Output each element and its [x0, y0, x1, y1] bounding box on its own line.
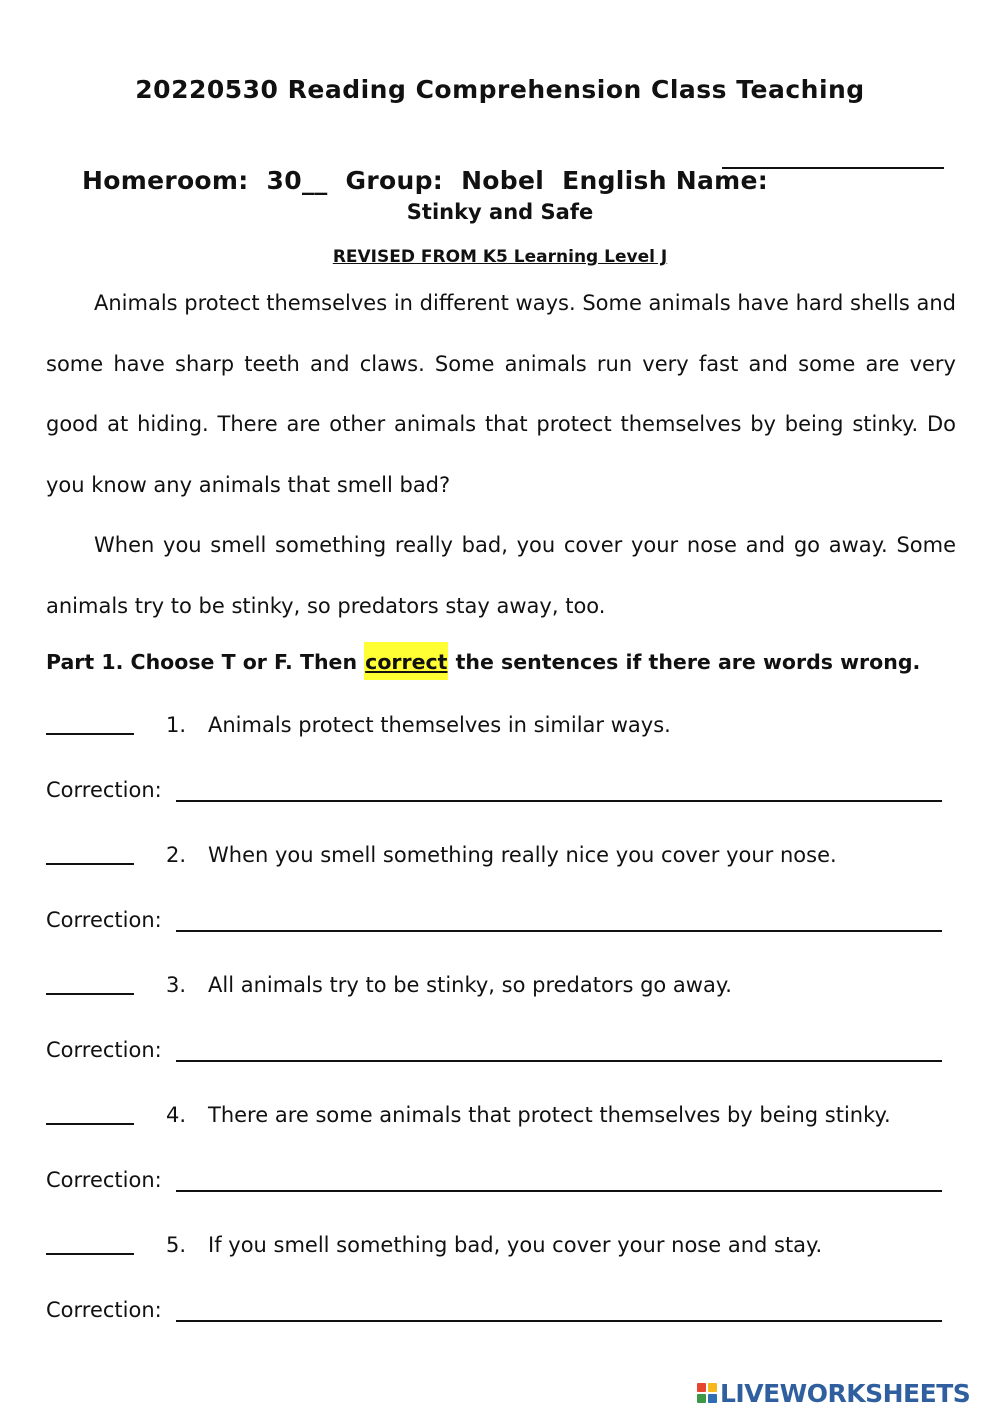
correction-row: [46, 1038, 946, 1070]
correction-answer-line[interactable]: [176, 800, 942, 802]
tf-answer-blank[interactable]: [46, 733, 134, 735]
question-number: 1.: [166, 713, 187, 737]
part1-heading-start: Part 1. Choose T or F. Then: [46, 650, 365, 674]
correction-row: [46, 1298, 946, 1330]
question-row: [46, 1233, 946, 1265]
liveworksheets-logo-icon: [697, 1383, 717, 1403]
tf-answer-blank[interactable]: [46, 1253, 134, 1255]
tf-answer-blank[interactable]: [46, 1123, 134, 1125]
question-row: [46, 713, 946, 745]
story-paragraph-2: [46, 515, 956, 636]
question-text: Animals protect themselves in similar ways.: [208, 713, 671, 737]
correction-row: [46, 1168, 946, 1200]
question-number: 5.: [166, 1233, 187, 1257]
question-text: When you smell something really nice you cover your nose.: [208, 843, 837, 867]
question-number: 4.: [166, 1103, 187, 1127]
paragraph-1-text: Animals protect themselves in different ways. Some animals have hard shells and some have sharp teeth and claws. Some animals run very fast and some are very good at hiding. There are other animals that protect themselves by being stinky. Do you know any animals that smell bad?: [46, 291, 956, 497]
correction-answer-line[interactable]: [176, 930, 942, 932]
english-name-blank[interactable]: [722, 137, 944, 169]
watermark-text: LIVEWORKSHEETS: [720, 1378, 971, 1408]
tf-answer-blank[interactable]: [46, 993, 134, 995]
question-text: There are some animals that protect themselves by being stinky.: [208, 1103, 891, 1127]
logo-square: [697, 1394, 706, 1403]
part1-heading-highlight: correct: [364, 642, 448, 680]
liveworksheets-watermark: [697, 1378, 970, 1408]
question-row: [46, 843, 946, 875]
logo-square: [697, 1383, 706, 1392]
question-number: 3.: [166, 973, 187, 997]
correction-row: [46, 908, 946, 940]
story-source: REVISED FROM K5 Learning Level J: [332, 247, 668, 267]
correction-label: Correction:: [46, 1168, 162, 1192]
correction-row: [46, 778, 946, 810]
part1-heading: [46, 650, 966, 674]
correction-answer-line[interactable]: [176, 1060, 942, 1062]
question-row: [46, 1103, 946, 1135]
student-info-text: Homeroom: 30__ Group: Nobel English Name:: [82, 166, 769, 195]
correction-label: Correction:: [46, 1038, 162, 1062]
correction-label: Correction:: [46, 908, 162, 932]
worksheet-title: 20220530 Reading Comprehension Class Teaching: [135, 75, 865, 104]
question-number: 2.: [166, 843, 187, 867]
tf-answer-blank[interactable]: [46, 863, 134, 865]
story-paragraph-1: [46, 273, 956, 515]
question-text: All animals try to be stinky, so predators go away.: [208, 973, 732, 997]
correction-label: Correction:: [46, 778, 162, 802]
paragraph-2-text: When you smell something really bad, you cover your nose and go away. Some animals try to be stinky, so predators stay away, too.: [46, 533, 956, 618]
logo-square: [708, 1394, 717, 1403]
correction-label: Correction:: [46, 1298, 162, 1322]
question-text: If you smell something bad, you cover your nose and stay.: [208, 1233, 823, 1257]
correction-answer-line[interactable]: [176, 1320, 942, 1322]
part1-heading-end: the sentences if there are words wrong.: [448, 650, 921, 674]
question-row: [46, 973, 946, 1005]
correction-answer-line[interactable]: [176, 1190, 942, 1192]
story-title: Stinky and Safe: [406, 200, 594, 224]
logo-square: [708, 1383, 717, 1392]
